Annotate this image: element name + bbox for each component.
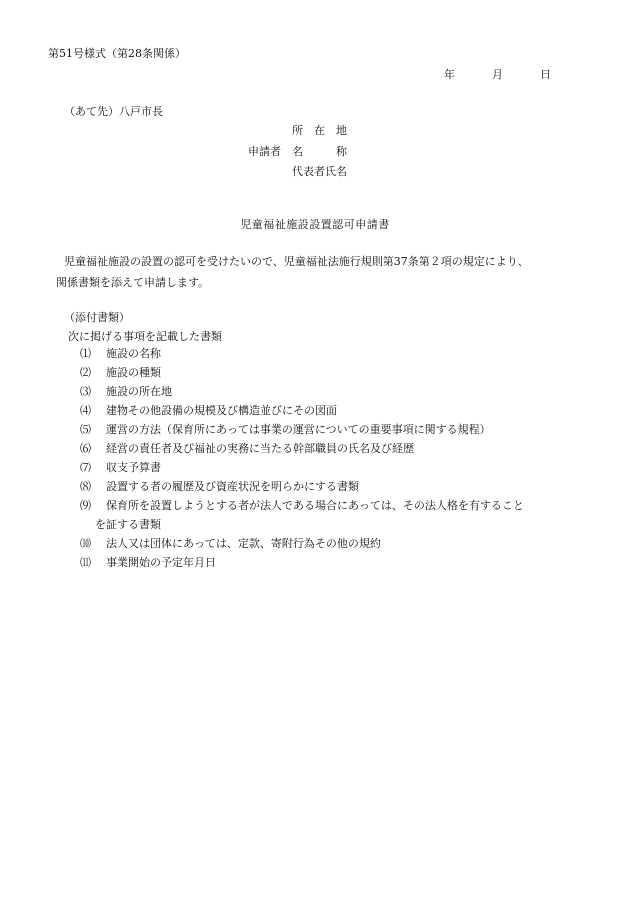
- item-text: 運営の方法（保育所にあっては事業の運営についての重要事項に関する規程）: [106, 423, 491, 436]
- item-number: ⑻: [80, 480, 91, 493]
- attachment-item: [80, 556, 600, 575]
- item-number: ⑴: [80, 347, 91, 360]
- attachment-item: [80, 423, 600, 442]
- item-number: ⑾: [80, 556, 91, 569]
- attachment-item: [80, 347, 600, 366]
- document-title: 児童福祉施設設置認可申請書: [240, 218, 390, 231]
- attachment-item: [80, 385, 600, 404]
- item-text: 保育所を設置しようとする者が法人である場合にあっては、その法人格を有すること: [106, 499, 524, 512]
- item-number: ⑹: [80, 442, 91, 455]
- attachment-item: [80, 480, 600, 499]
- applicant-field-name: 名 称: [292, 145, 347, 158]
- item-text: 事業開始の予定年月日: [106, 556, 216, 569]
- applicant-label: 申請者: [248, 145, 281, 158]
- attachments-list: [80, 347, 600, 575]
- attachments-heading: （添付書類）: [64, 311, 130, 324]
- item-text: 施設の所在地: [106, 385, 172, 398]
- item-text: 設置する者の履歴及び資産状況を明らかにする書類: [106, 480, 359, 493]
- item-text: 経営の責任者及び福祉の実務に当たる幹部職員の氏名及び経歴: [106, 442, 414, 455]
- body-text-line-2: 関係書類を添えて申請します。: [56, 276, 210, 289]
- addressee: （あて先）八戸市長: [64, 105, 163, 118]
- item-number: ⑸: [80, 423, 91, 436]
- item-number: ⑼: [80, 499, 91, 512]
- attachment-item: [80, 442, 600, 461]
- body-text-line-1: 児童福祉施設の設置の認可を受けたいので、児童福祉法施行規則第37条第２項の規定により、: [64, 255, 529, 268]
- item-text: 施設の種類: [106, 366, 161, 379]
- attachment-item: [80, 404, 600, 423]
- form-number: 第51号様式（第28条関係）: [48, 47, 186, 60]
- attachments-subheading: 次に掲げる事項を記載した書類: [68, 330, 222, 343]
- item-number: ⑶: [80, 385, 91, 398]
- attachment-item: [80, 537, 600, 556]
- applicant-field-representative: 代表者氏名: [292, 165, 347, 178]
- item-text: 建物その他設備の規模及び構造並びにその図面: [106, 404, 337, 417]
- item-number: ⑵: [80, 366, 91, 379]
- date-day-label: 日: [540, 68, 551, 81]
- applicant-field-address: 所 在 地: [292, 124, 347, 137]
- item-text-continuation: を証する書類: [95, 518, 161, 531]
- item-number: ⑽: [80, 537, 91, 550]
- item-number: ⑺: [80, 461, 91, 474]
- attachment-item: [80, 366, 600, 385]
- item-number: ⑷: [80, 404, 91, 417]
- attachment-item: [80, 461, 600, 480]
- date-year-label: 年: [444, 68, 455, 81]
- date-month-label: 月: [492, 68, 503, 81]
- item-text: 施設の名称: [106, 347, 161, 360]
- item-text: 法人又は団体にあっては、定款、寄附行為その他の規約: [106, 537, 381, 550]
- item-text: 収支予算書: [106, 461, 161, 474]
- attachment-item-continuation: [80, 518, 600, 537]
- attachment-item: [80, 499, 600, 518]
